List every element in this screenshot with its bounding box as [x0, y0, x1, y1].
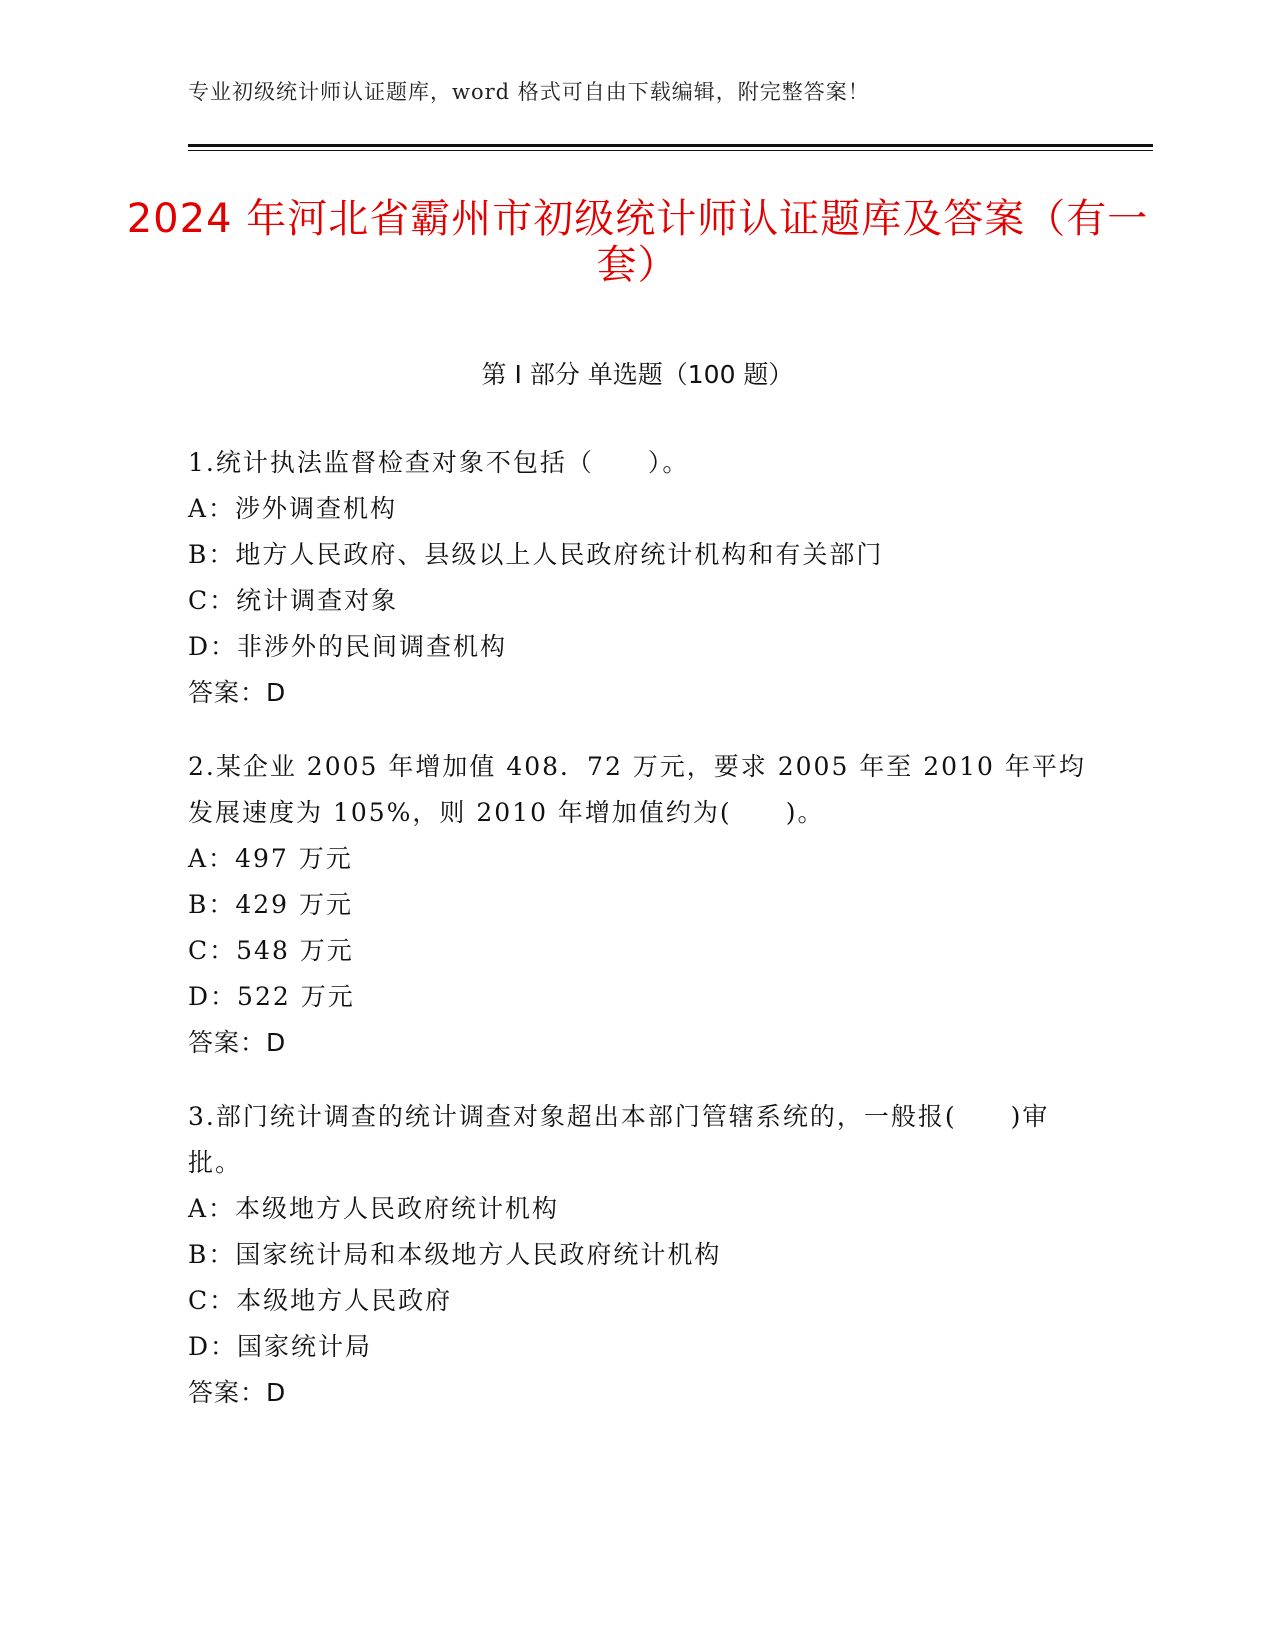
option-c: C：统计调查对象	[188, 586, 399, 615]
answer-line: 答案：D	[188, 1378, 287, 1407]
option-a: A：本级地方人民政府统计机构	[188, 1194, 560, 1223]
option-b: B：429 万元	[188, 890, 354, 919]
header-divider-thick	[188, 144, 1153, 147]
answer-line: 答案：D	[188, 678, 287, 707]
question-list	[188, 440, 1088, 1444]
header-note: 专业初级统计师认证题库，word 格式可自由下载编辑，附完整答案！	[188, 80, 870, 104]
option-d: D：522 万元	[188, 982, 355, 1011]
option-d: D：非涉外的民间调查机构	[188, 632, 508, 661]
option-a: A：涉外调查机构	[188, 494, 398, 523]
question-stem: 2.某企业 2005 年增加值 408．72 万元，要求 2005 年至 2010 年平均发展速度为 105%，则 2010 年增加值约为( )。	[188, 752, 1086, 827]
option-a: A：497 万元	[188, 844, 353, 873]
section-title: 第 I 部分 单选题（100 题）	[481, 360, 794, 389]
question-item	[188, 1094, 1088, 1416]
question-item	[188, 440, 1088, 716]
question-stem: 1.统计执法监督检查对象不包括（ ）。	[188, 448, 690, 477]
option-b: B：地方人民政府、县级以上人民政府统计机构和有关部门	[188, 540, 884, 569]
question-stem: 3.部门统计调查的统计调查对象超出本部门管辖系统的，一般报( )审批。	[188, 1102, 1050, 1177]
document-title: 2024 年河北省霸州市初级统计师认证题库及答案（有一套）	[126, 196, 1149, 288]
answer-line: 答案：D	[188, 1028, 287, 1057]
option-d: D：国家统计局	[188, 1332, 373, 1361]
option-c: C：548 万元	[188, 936, 354, 965]
question-item	[188, 744, 1088, 1066]
option-b: B：国家统计局和本级地方人民政府统计机构	[188, 1240, 722, 1269]
option-c: C：本级地方人民政府	[188, 1286, 453, 1315]
header-divider-thin	[188, 150, 1153, 151]
